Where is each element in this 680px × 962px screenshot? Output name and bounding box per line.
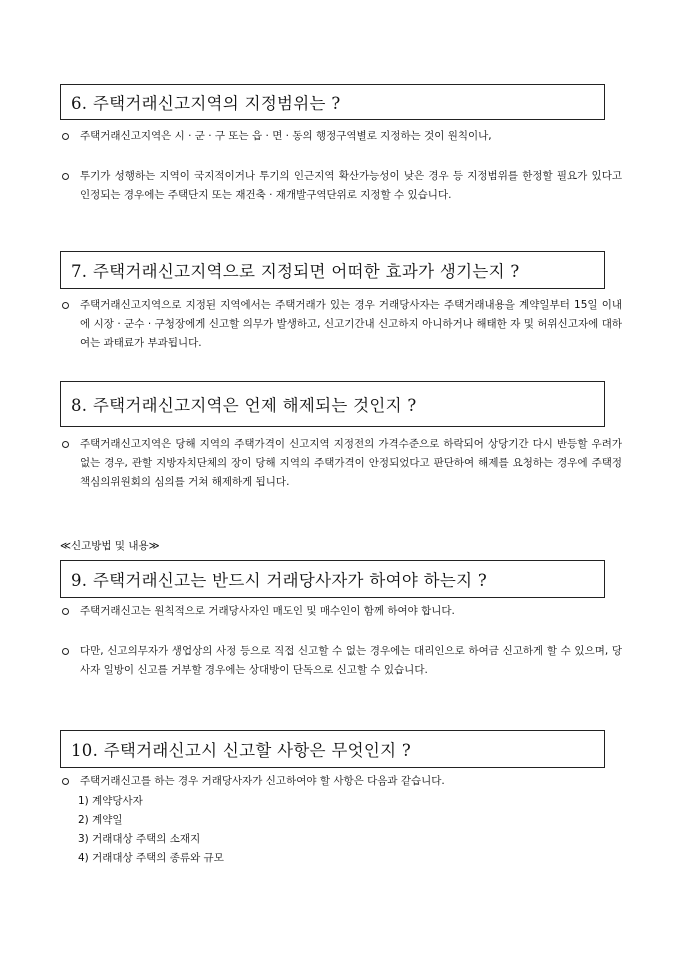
list-item: 2) 계약일 [78,814,123,826]
question-7-answer-1: 주택거래신고지역으로 지정된 지역에서는 주택거래가 있는 경우 거래당사자는 주택거래내용을 계약일부터 15일 이내에 시장 · 군수 · 구청장에게 신고할 의무가 발생하고, 신고기간내 신고하지 아니하거나 해태한 자 및 허위신고자에 대하여는 과태료가 부과됩니다. [62,296,622,353]
bullet-circle-icon [62,778,69,785]
question-9-answer-2: 다만, 신고의무자가 생업상의 사정 등으로 직접 신고할 수 없는 경우에는 대리인으로 하여금 신고하게 할 수 있으며, 당사자 일방이 신고를 거부할 경우에는 상대방이 단독으로 신고할 수 있습니다. [62,642,622,680]
list-item: 4) 거래대상 주택의 종류와 규모 [78,852,224,864]
question-6-heading [60,84,605,120]
question-9-title: 9. 주택거래신고는 반드시 거래당사자가 하여야 하는지 ? [71,571,488,590]
question-10-heading [60,730,605,768]
bullet-circle-icon [62,608,69,615]
question-8-title: 8. 주택거래신고지역은 언제 해제되는 것인지 ? [71,396,417,415]
question-10-list [78,792,224,868]
question-10-answer-1: 주택거래신고를 하는 경우 거래당사자가 신고하여야 할 사항은 다음과 같습니다. [62,772,622,791]
bullet-circle-icon [62,648,69,655]
question-8-heading [60,381,605,427]
question-7-title: 7. 주택거래신고지역으로 지정되면 어떠한 효과가 생기는지 ? [71,262,520,281]
bullet-circle-icon [62,441,69,448]
question-6-answer-2: 투기가 성행하는 지역이 국지적이거나 투기의 인근지역 확산가능성이 낮은 경우 등 지정범위를 한정할 필요가 있다고 인정되는 경우에는 주택단지 또는 재건축 · 재개발구역단위로 지정할 수 있습니다. [62,167,622,205]
question-7-heading [60,251,605,289]
list-item: 1) 계약당사자 [78,795,143,807]
question-9-answer-1: 주택거래신고는 원칙적으로 거래당사자인 매도인 및 매수인이 함께 하여야 합니다. [62,602,622,621]
question-9-heading [60,560,605,598]
question-8-answer-1: 주택거래신고지역은 당해 지역의 주택가격이 신고지역 지정전의 가격수준으로 하락되어 상당기간 다시 반등할 우려가 없는 경우, 관할 지방자치단체의 장이 당해 지역의 주택가격이 안정되었다고 판단하여 해제를 요청하는 경우에 주택정책심의위원회의 심의를 거쳐 해제하게 됩니다. [62,435,622,492]
section-label: ≪신고방법 및 내용≫ [60,540,160,552]
list-item: 3) 거래대상 주택의 소재지 [78,833,201,845]
bullet-circle-icon [62,173,69,180]
question-6-answer-1: 주택거래신고지역은 시 · 군 · 구 또는 읍 · 면 · 동의 행정구역별로 지정하는 것이 원칙이나, [62,127,622,146]
bullet-circle-icon [62,302,69,309]
bullet-circle-icon [62,133,69,140]
question-6-title: 6. 주택거래신고지역의 지정범위는 ? [71,94,341,113]
question-10-title: 10. 주택거래신고시 신고할 사항은 무엇인지 ? [71,741,412,760]
